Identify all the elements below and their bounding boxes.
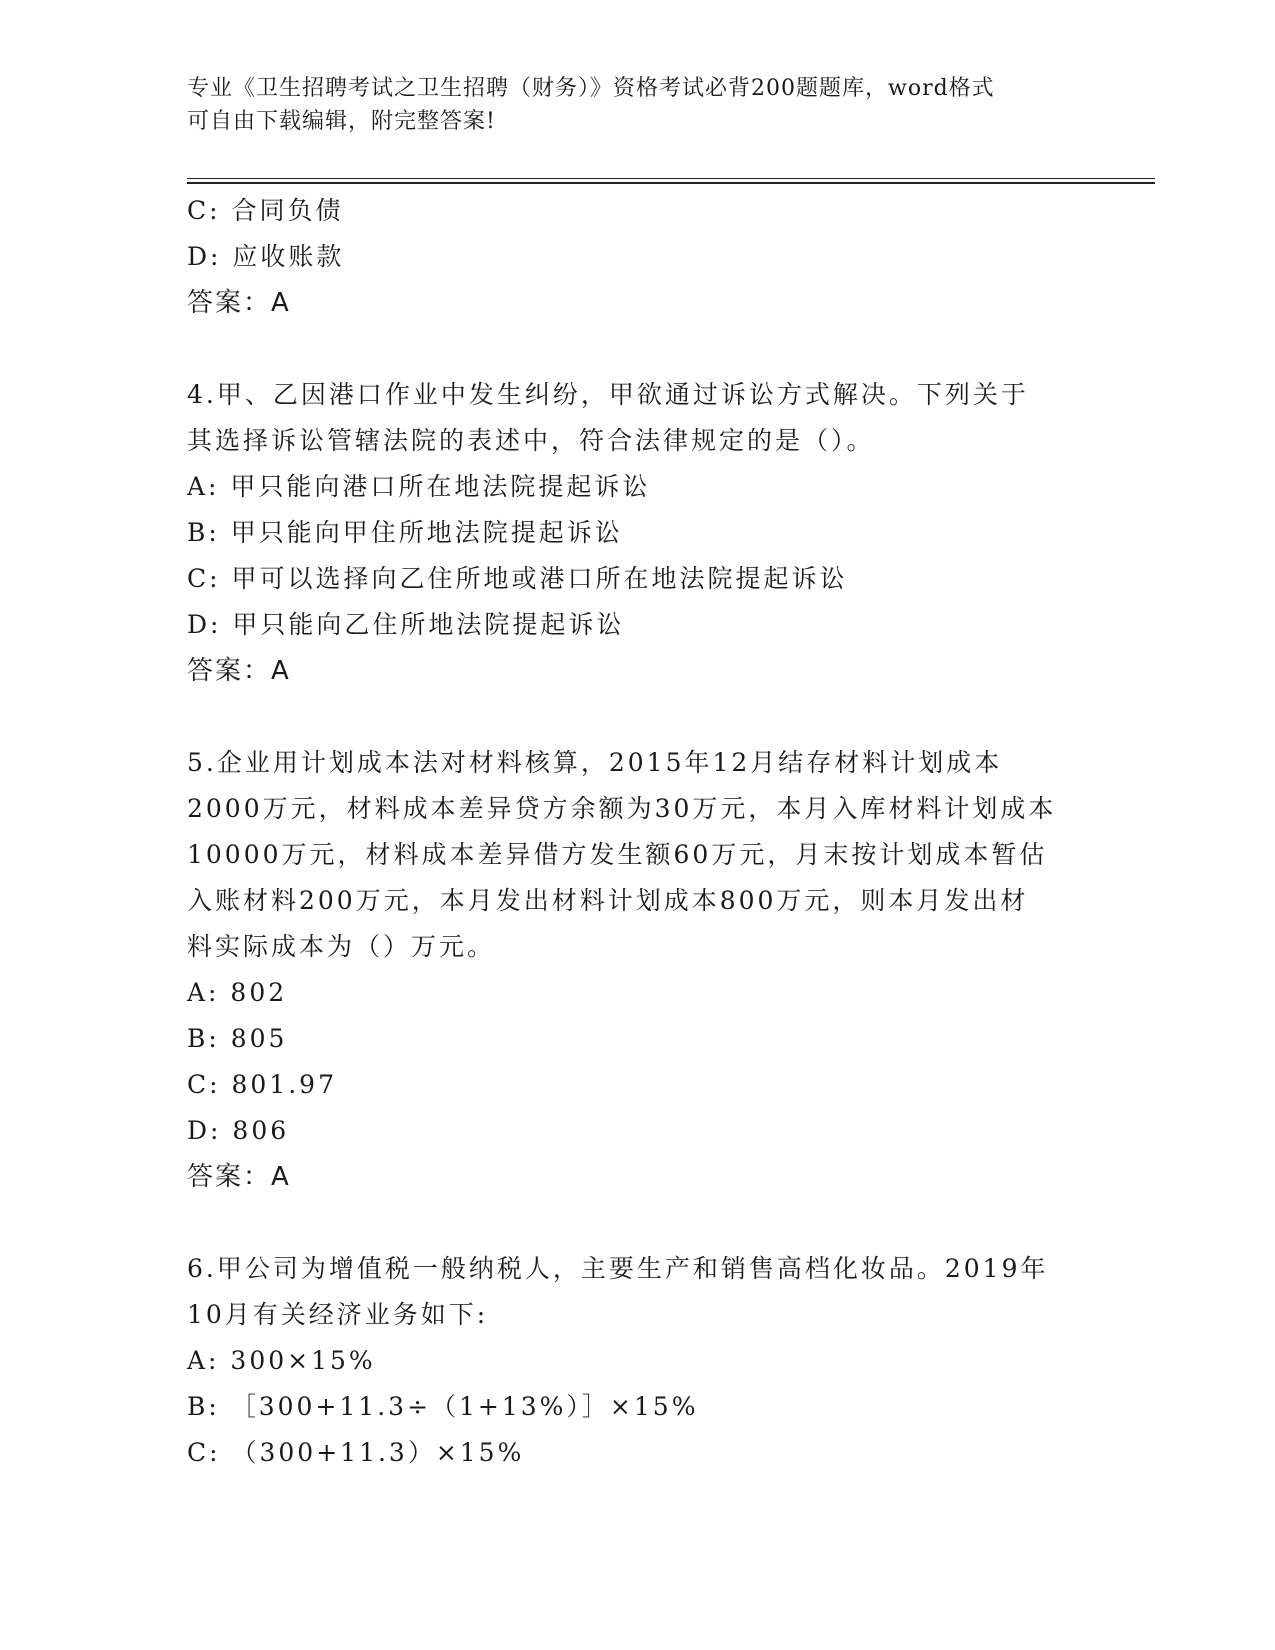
question-stem: 4.甲、乙因港口作业中发生纠纷，甲欲通过诉讼方式解决。下列关于 (187, 380, 1029, 409)
document-body (187, 188, 1087, 1476)
question-stem: 其选择诉讼管辖法院的表述中，符合法律规定的是（）。 (187, 426, 875, 455)
option-c: C: 甲可以选择向乙住所地或港口所在地法院提起诉讼 (187, 564, 848, 593)
option-c: C: 合同负债 (187, 196, 344, 225)
spacer (187, 1200, 1087, 1246)
question-stem: 入账材料200万元，本月发出材料计划成本800万元，则本月发出材 (187, 886, 1029, 915)
question-4 (187, 372, 1087, 694)
question-stem: 10月有关经济业务如下: (187, 1300, 489, 1329)
header-divider-thick (187, 182, 1155, 184)
document-header (187, 72, 1067, 138)
question-6 (187, 1246, 1087, 1476)
option-a: A: 802 (187, 978, 288, 1007)
question-stem: 2000万元，材料成本差异贷方余额为30万元，本月入库材料计划成本 (187, 794, 1057, 823)
answer-line: 答案：A (187, 288, 291, 318)
option-c: C: （300+11.3）×15% (187, 1438, 525, 1467)
option-a: A: 甲只能向港口所在地法院提起诉讼 (187, 472, 651, 501)
option-d: D: 甲只能向乙住所地法院提起诉讼 (187, 610, 625, 639)
question-5 (187, 740, 1087, 1200)
question-stem: 5.企业用计划成本法对材料核算，2015年12月结存材料计划成本 (187, 748, 1003, 777)
option-c: C: 801.97 (187, 1070, 337, 1099)
question-3-tail (187, 188, 1087, 326)
question-stem: 10000万元，材料成本差异借方发生额60万元，月末按计划成本暂估 (187, 840, 1048, 869)
option-b: B: 805 (187, 1024, 288, 1053)
answer-line: 答案：A (187, 1162, 291, 1192)
option-b: B: 甲只能向甲住所地法院提起诉讼 (187, 518, 623, 547)
question-stem: 6.甲公司为增值税一般纳税人，主要生产和销售高档化妆品。2019年 (187, 1254, 1049, 1283)
option-b: B: ［300+11.3÷（1+13%）］×15% (187, 1392, 699, 1421)
option-d: D: 应收账款 (187, 242, 345, 271)
spacer (187, 326, 1087, 372)
header-line-2: 可自由下载编辑，附完整答案! (187, 109, 496, 134)
header-line-1: 专业《卫生招聘考试之卫生招聘（财务）》资格考试必背200题题库，word格式 (187, 76, 995, 101)
header-divider-thin (187, 178, 1155, 179)
spacer (187, 694, 1087, 740)
answer-line: 答案：A (187, 656, 291, 686)
option-a: A: 300×15% (187, 1346, 376, 1375)
option-d: D: 806 (187, 1116, 290, 1145)
question-stem: 料实际成本为（）万元。 (187, 932, 496, 961)
